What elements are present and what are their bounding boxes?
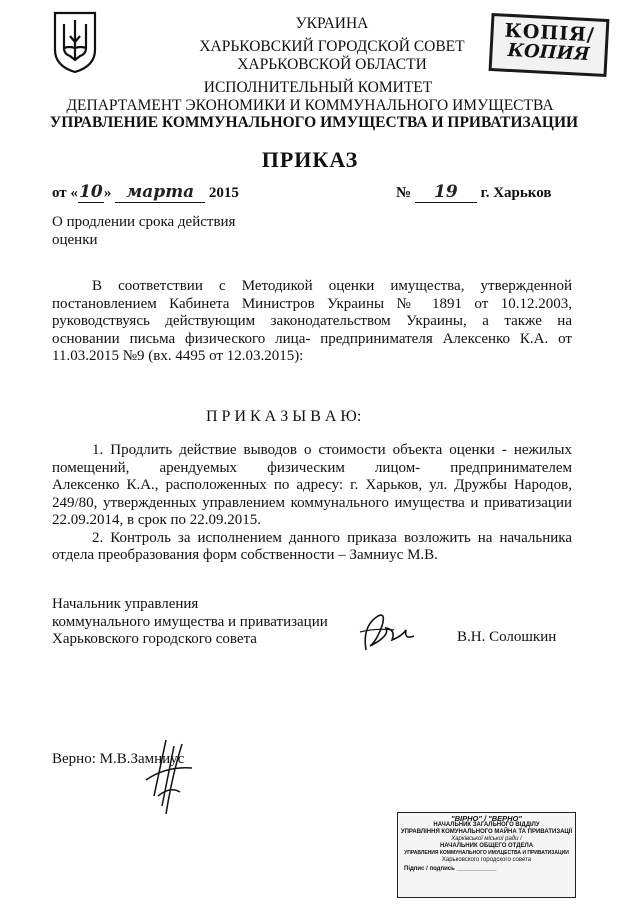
- date-prefix: от «: [52, 185, 78, 201]
- position-line-3: Харьковского городского совета: [52, 631, 257, 647]
- date-quote-close: »: [103, 185, 112, 201]
- header-committee: ИСПОЛНИТЕЛЬНЫЙ КОМИТЕТ: [203, 79, 433, 96]
- signature-head: [356, 606, 420, 658]
- number-line: [396, 184, 551, 203]
- city: г. Харьков: [480, 185, 552, 201]
- preamble-line-2: постановлением Кабинета Министров Украины № 1891 от 10.12.2003,: [52, 295, 572, 312]
- item-line-1: 1. Продлить действие выводов о стоимости объекта оценки - нежилых: [92, 442, 572, 458]
- number-label: №: [396, 185, 412, 201]
- position-line-1: Начальник управления: [52, 596, 199, 612]
- document-title: ПРИКАЗ: [261, 147, 359, 172]
- item-line-7: отдела преобразования форм собственности – Замниус М.В.: [52, 547, 438, 563]
- copy-stamp-line1: КОПІЯ/: [503, 19, 596, 47]
- signature-verifier: [136, 736, 196, 820]
- certify-line-7: Харьковского городского совета: [441, 857, 532, 863]
- order-items: [52, 442, 572, 565]
- header-region: ХАРЬКОВСКОЙ ОБЛАСТИ: [237, 56, 427, 73]
- certify-line-3: УПРАВЛІННЯ КОМУНАЛЬНОГО МАЙНА ТА ПРИВАТИЗАЦІЇ: [400, 829, 573, 835]
- item-line-5: 22.09.2014, в срок по 22.09.2015.: [52, 512, 262, 528]
- header-country: УКРАИНА: [295, 15, 369, 32]
- signatory-name: В.Н. Солошкин: [457, 629, 557, 645]
- date-line: [52, 184, 239, 203]
- subject-line-2: оценки: [52, 231, 98, 248]
- preamble-line-3: руководствуясь действующим законодательством Украины, а также на: [52, 313, 572, 329]
- item-line-6: 2. Контроль за исполнением данного приказа возложить на начальника: [92, 529, 572, 546]
- header-department: ДЕПАРТАМЕНТ ЭКОНОМИКИ И КОММУНАЛЬНОГО ИМУЩЕСТВА: [66, 97, 554, 114]
- certify-line-5: НАЧАЛЬНИК ОБЩЕГО ОТДЕЛА: [439, 843, 534, 849]
- preamble-line-5: 11.03.2015 №9 (вх. 4495 от 12.03.2015):: [52, 348, 304, 364]
- subject: [52, 214, 235, 249]
- header-council: ХАРЬКОВСКИЙ ГОРОДСКОЙ СОВЕТ: [199, 38, 465, 55]
- copy-stamp-line2: КОПИЯ: [507, 39, 591, 66]
- order-number: 19: [415, 184, 477, 203]
- verified-line: Верно: М.В.Замниус: [52, 751, 185, 767]
- header-directorate: УПРАВЛЕНИЕ КОММУНАЛЬНОГО ИМУЩЕСТВА И ПРИВАТИЗАЦИИ: [49, 114, 579, 131]
- date-month: марта: [115, 184, 205, 203]
- date-day: 10: [79, 182, 103, 202]
- certify-line-6: УПРАВЛЕНИЯ КОММУНАЛЬНОГО ИМУЩЕСТВА И ПРИВАТИЗАЦИИ: [404, 850, 569, 856]
- certify-line-1: "ВІРНО" / "ВЕРНО": [451, 814, 522, 823]
- preamble-line-4: основании письма физического лица- предпринимателя Алексенко К.А. от: [52, 330, 572, 347]
- subject-line-1: О продлении срока действия: [52, 214, 236, 230]
- preamble-line-1: В соответствии с Методикой оценки имущества, утвержденной: [92, 278, 572, 294]
- certify-line-2: НАЧАЛЬНИК ЗАГАЛЬНОГО ВІДДІЛУ: [433, 822, 540, 828]
- item-line-2: помещений, арендуемых физическим лицом- предпринимателем: [52, 459, 572, 476]
- preamble: [52, 278, 572, 366]
- certify-sign-label: Підпис / подпись ____________: [404, 866, 497, 872]
- item-line-3: Алексенко К.А., расположенных по адресу: г. Харьков, ул. Дружбы Народов,: [52, 477, 572, 493]
- signatory-position: [52, 596, 328, 649]
- date-year: 2015: [208, 185, 239, 201]
- item-line-4: 249/80, утвержденных управлением коммунального имущества и приватизации: [52, 494, 572, 511]
- position-line-2: коммунального имущества и приватизации: [52, 613, 328, 630]
- certify-stamp: [397, 812, 576, 898]
- certify-sign-text: Підпис / подпись: [404, 866, 455, 872]
- order-word: П Р И К А З Ы В А Ю:: [206, 408, 362, 425]
- certify-line-4: Харківської міської ради /: [451, 836, 522, 842]
